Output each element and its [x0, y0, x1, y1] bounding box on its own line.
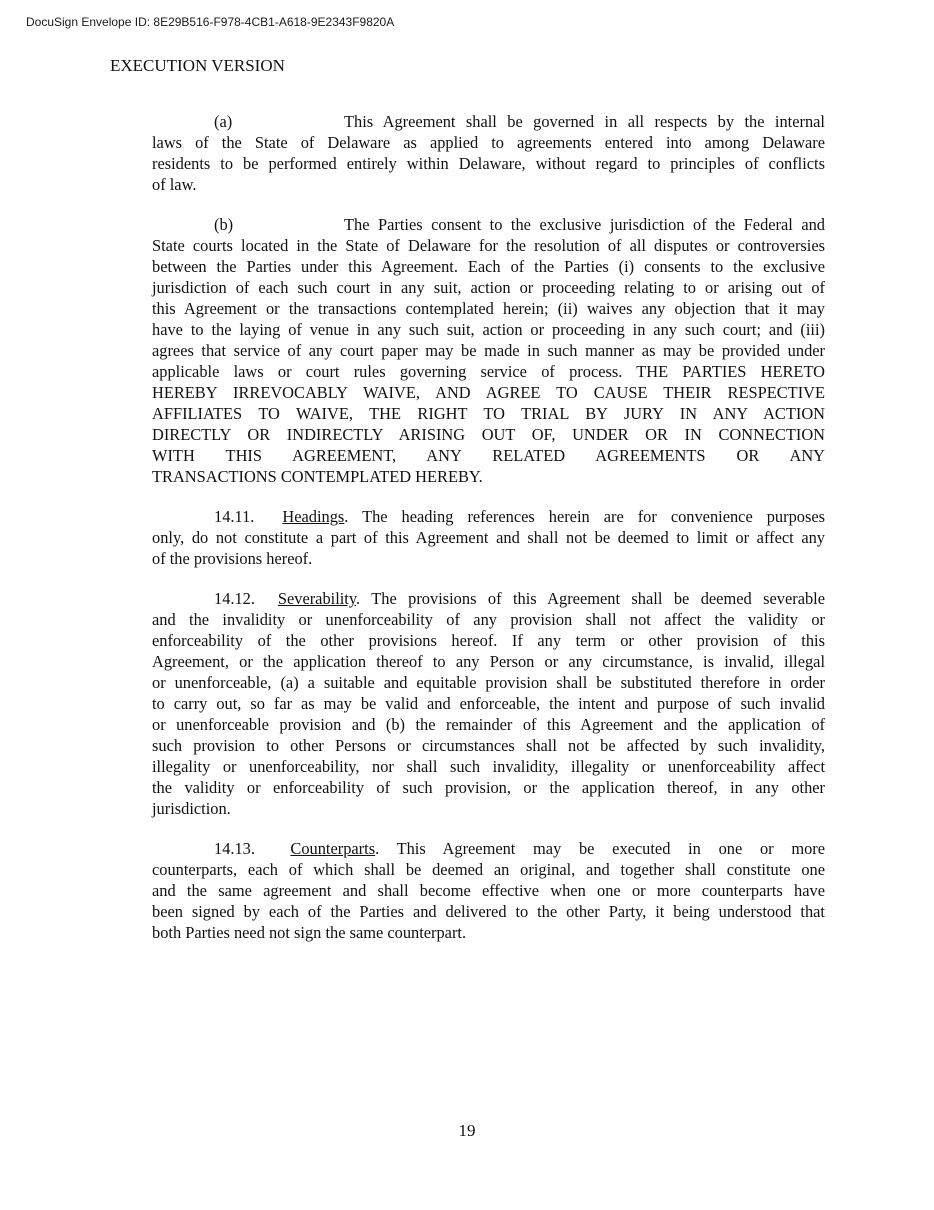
execution-version-header: EXECUTION VERSION — [110, 56, 285, 75]
section-14-12-number: 14.12. — [214, 589, 255, 608]
section-14-13-line: and the same agreement and shall become effective when one or more counterparts have — [152, 881, 825, 900]
document-body — [152, 111, 825, 962]
clause-b-line: jurisdiction of each such court in any suit, action or proceeding relating to or arising out of — [152, 278, 825, 297]
clause-b-line: HEREBY IRREVOCABLY WAIVE, AND AGREE TO CAUSE THEIR RESPECTIVE — [152, 383, 825, 402]
clause-b-line: have to the laying of venue in any such suit, action or proceeding in any such court; and (iii) — [152, 320, 825, 339]
clause-b-line: between the Parties under this Agreement. Each of the Parties (i) consents to the exclusive — [152, 257, 825, 276]
section-14-12-line: illegality or unenforceability, nor shall such invalidity, illegality or unenforceability affect — [152, 757, 825, 776]
clause-b-line-1: (b) The Parties consent to the exclusive jurisdiction of the Federal and — [214, 215, 825, 234]
clause-b — [152, 214, 825, 487]
clause-b-line: WITH THIS AGREEMENT, ANY RELATED AGREEMENTS OR ANY — [152, 446, 825, 465]
section-14-12-line-1: 14.12. Severability. The provisions of this Agreement shall be deemed severable — [214, 589, 825, 608]
section-14-12-line: to carry out, so far as may be valid and enforceable, the intent and purpose of such invalid — [152, 694, 825, 713]
clause-b-line: TRANSACTIONS CONTEMPLATED HEREBY. — [152, 467, 483, 486]
clause-a-line-1: (a) This Agreement shall be governed in all respects by the internal — [214, 112, 825, 131]
clause-b-label: (b) — [214, 215, 234, 234]
section-14-11 — [152, 506, 825, 569]
clause-b-line: AFFILIATES TO WAIVE, THE RIGHT TO TRIAL BY JURY IN ANY ACTION — [152, 404, 825, 423]
section-14-13-line: both Parties need not sign the same counterpart. — [152, 923, 467, 942]
section-14-11-title: Headings — [282, 507, 345, 526]
section-14-12-line: or unenforceable provision and (b) the remainder of this Agreement and the application of — [152, 715, 825, 734]
section-14-11-line: of the provisions hereof. — [152, 549, 313, 568]
section-14-13-line-1: 14.13. Counterparts. This Agreement may be executed in one or more — [214, 839, 825, 858]
section-14-13-line: counterparts, each of which shall be deemed an original, and together shall constitute one — [152, 860, 825, 879]
section-14-12-line: the validity or enforceability of such provision, or the application thereof, in any other — [152, 778, 825, 797]
section-14-13-line: been signed by each of the Parties and delivered to the other Party, it being understood that — [152, 902, 825, 921]
section-14-12-line: such provision to other Persons or circumstances shall not be affected by such invalidity, — [152, 736, 825, 755]
section-14-13 — [152, 838, 825, 943]
section-14-11-line: only, do not constitute a part of this Agreement and shall not be deemed to limit or affect any — [152, 528, 825, 547]
section-14-12-line: or unenforceable, (a) a suitable and equitable provision shall be substituted therefore in order — [152, 673, 825, 692]
section-14-12-line: jurisdiction. — [152, 799, 231, 818]
clause-a-line: laws of the State of Delaware as applied to agreements entered into among Delaware — [152, 133, 825, 152]
section-14-13-title: Counterparts — [290, 839, 376, 858]
section-14-13-number: 14.13. — [214, 839, 255, 858]
clause-a — [152, 111, 825, 195]
section-14-12 — [152, 588, 825, 819]
section-14-12-line: enforceability of the other provisions hereof. If any term or other provision of this — [152, 631, 825, 650]
clause-a-line: of law. — [152, 175, 197, 194]
section-14-12-line: and the invalidity or unenforceability of any provision shall not affect the validity or — [152, 610, 825, 629]
clause-b-line: this Agreement or the transactions contemplated herein; (ii) waives any objection that it may — [152, 299, 825, 318]
clause-b-line: applicable laws or court rules governing service of process. THE PARTIES HERETO — [152, 362, 825, 381]
clause-b-line: agrees that service of any court paper may be made in such manner as may be provided under — [152, 341, 825, 360]
clause-a-label: (a) — [214, 112, 233, 131]
section-14-12-title: Severability — [277, 589, 356, 608]
docusign-envelope-id: DocuSign Envelope ID: 8E29B516-F978-4CB1-A618-9E2343F9820A — [26, 15, 395, 29]
section-14-11-number: 14.11. — [214, 507, 255, 526]
section-14-11-line-1: 14.11. Headings. The heading references herein are for convenience purposes — [214, 507, 825, 526]
section-14-12-line: Agreement, or the application thereof to any Person or any circumstance, is invalid, illegal — [152, 652, 825, 671]
page-number: 19 — [458, 1121, 476, 1140]
clause-b-line: State courts located in the State of Delaware for the resolution of all disputes or controversies — [152, 236, 825, 255]
clause-b-line: DIRECTLY OR INDIRECTLY ARISING OUT OF, UNDER OR IN CONNECTION — [152, 425, 825, 444]
clause-a-line: residents to be performed entirely within Delaware, without regard to principles of conflicts — [152, 154, 825, 173]
